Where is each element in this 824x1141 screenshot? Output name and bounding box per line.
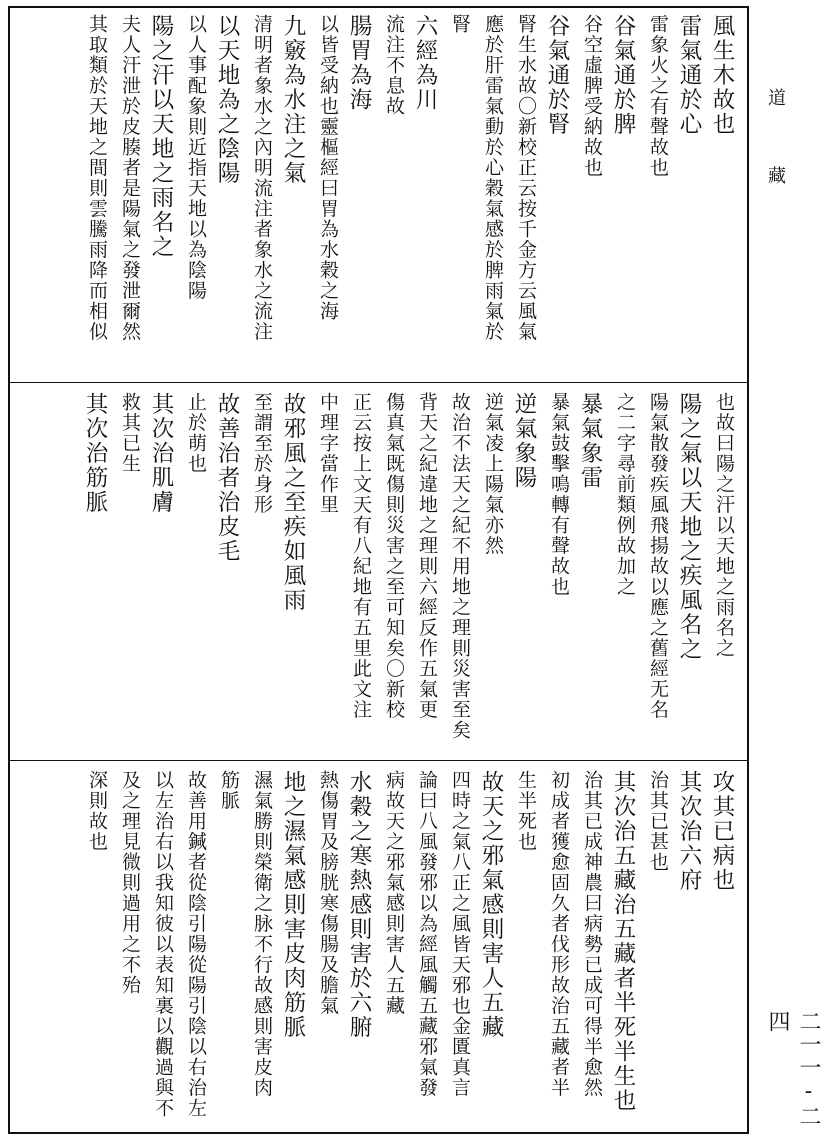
text-column: 其次治筋脈 [82, 392, 108, 515]
text-column: 濕氣勝則榮衛之脉不行故感則害皮肉 [251, 770, 273, 1098]
text-column: 故邪風之至疾如風雨 [280, 392, 306, 613]
text-column: 腎 [449, 14, 471, 35]
text-column: 筋脈 [218, 770, 240, 811]
panel-divider-upper [8, 382, 749, 383]
text-column: 救其已生 [119, 392, 141, 474]
text-column: 故治不法天之紀不用地之理則災害至矣 [449, 392, 471, 741]
text-column: 其次治五藏治五藏者半死半生也 [610, 770, 636, 1113]
text-column: 暴氣鼓擊鳴轉有聲故也 [548, 392, 570, 597]
middle-panel [10, 392, 747, 754]
margin-title: 道藏 [765, 88, 786, 244]
text-column: 應於肝雷氣動於心穀氣感於脾雨氣於 [482, 14, 504, 342]
top-panel [10, 14, 747, 376]
text-column: 其次治六府 [676, 770, 702, 893]
text-column: 故天之邪氣感則害人五藏 [478, 770, 504, 1040]
text-column: 其取類於天地之間則雲騰雨降而相似 [86, 14, 108, 342]
text-column: 以左治右以我知彼以表知裏以觀過與不 [152, 770, 174, 1119]
text-column: 以人事配象則近指天地以為陰陽 [185, 14, 207, 301]
text-column: 故善用鍼者從陰引陽從陽引陰以右治左 [185, 770, 207, 1119]
text-column: 止於萌也 [185, 392, 207, 474]
text-column: 正云按上文天有八紀地有五里此文注 [350, 392, 372, 720]
text-column: 暴氣象雷 [577, 392, 603, 490]
text-column: 其次治肌膚 [148, 392, 174, 515]
text-column: 逆氣凌上陽氣亦然 [482, 392, 504, 556]
text-column: 清明者象水之內明流注者象水之流注 [251, 14, 273, 342]
text-column: 陽之汗以天地之雨名之 [148, 14, 174, 259]
text-column: 風生木故也 [709, 14, 735, 137]
page-number: 二一一-二四 [765, 1010, 821, 1128]
text-column: 故善治者治皮毛 [214, 392, 240, 564]
text-column: 陽氣散發疾風飛揚故以應之舊經无名 [647, 392, 669, 720]
bottom-panel [10, 770, 747, 1126]
text-column: 深則故也 [86, 770, 108, 852]
text-column: 攻其已病也 [709, 770, 735, 893]
text-column: 中理字當作里 [317, 392, 339, 515]
text-column: 逆氣象陽 [511, 392, 537, 490]
text-column: 以皆受納也靈樞經曰胃為水穀之海 [317, 14, 339, 322]
text-column: 夫人汗泄於皮腠者是陽氣之發泄爾然 [119, 14, 141, 342]
text-column: 病故天之邪氣感則害人五藏 [383, 770, 405, 1016]
text-column: 治其已甚也 [647, 770, 669, 873]
text-column: 六經為川 [412, 14, 438, 112]
text-column: 雷氣通於心 [676, 14, 702, 137]
text-column: 也故曰陽之汗以天地之雨名之 [713, 392, 735, 659]
text-column: 腎生水故〇新校正云按千金方云風氣 [515, 14, 537, 342]
text-column: 治其已成神農曰病勢已成可得半愈然 [581, 770, 603, 1098]
text-column: 之二字尋前類例故加之 [614, 392, 636, 597]
text-column: 及之理見微則過用之不殆 [119, 770, 141, 996]
text-column: 四時之氣八正之風皆天邪也金匱真言 [449, 770, 471, 1098]
text-column: 以天地為之陰陽 [214, 14, 240, 186]
text-column: 傷真氣既傷則災害之至可知矣〇新校 [383, 392, 405, 720]
text-column: 九竅為水注之氣 [280, 14, 306, 186]
text-column: 論曰八風發邪以為經風觸五藏邪氣發 [416, 770, 438, 1098]
text-column: 熱傷胃及膀胱寒傷腸及膽氣 [317, 770, 339, 1016]
text-column: 腸胃為海 [346, 14, 372, 112]
text-column: 背天之紀違地之理則六經反作五氣更 [416, 392, 438, 720]
text-column: 地之濕氣感則害皮肉筋脈 [280, 770, 306, 1040]
text-column: 至謂至於身形 [251, 392, 273, 515]
text-column: 流注不息故 [383, 14, 405, 117]
text-column: 陽之氣以天地之疾風名之 [676, 392, 702, 662]
text-column: 谷氣通於腎 [544, 14, 570, 137]
text-column: 谷空虛脾受納故也 [581, 14, 603, 178]
text-column: 雷象火之有聲故也 [647, 14, 669, 178]
text-column: 谷氣通於脾 [610, 14, 636, 137]
panel-divider-lower [8, 760, 749, 761]
text-column: 初成者獲愈固久者伐形故治五藏者半 [548, 770, 570, 1098]
text-column: 水穀之寒熱感則害於六腑 [346, 770, 372, 1040]
text-column: 生半死也 [515, 770, 537, 852]
